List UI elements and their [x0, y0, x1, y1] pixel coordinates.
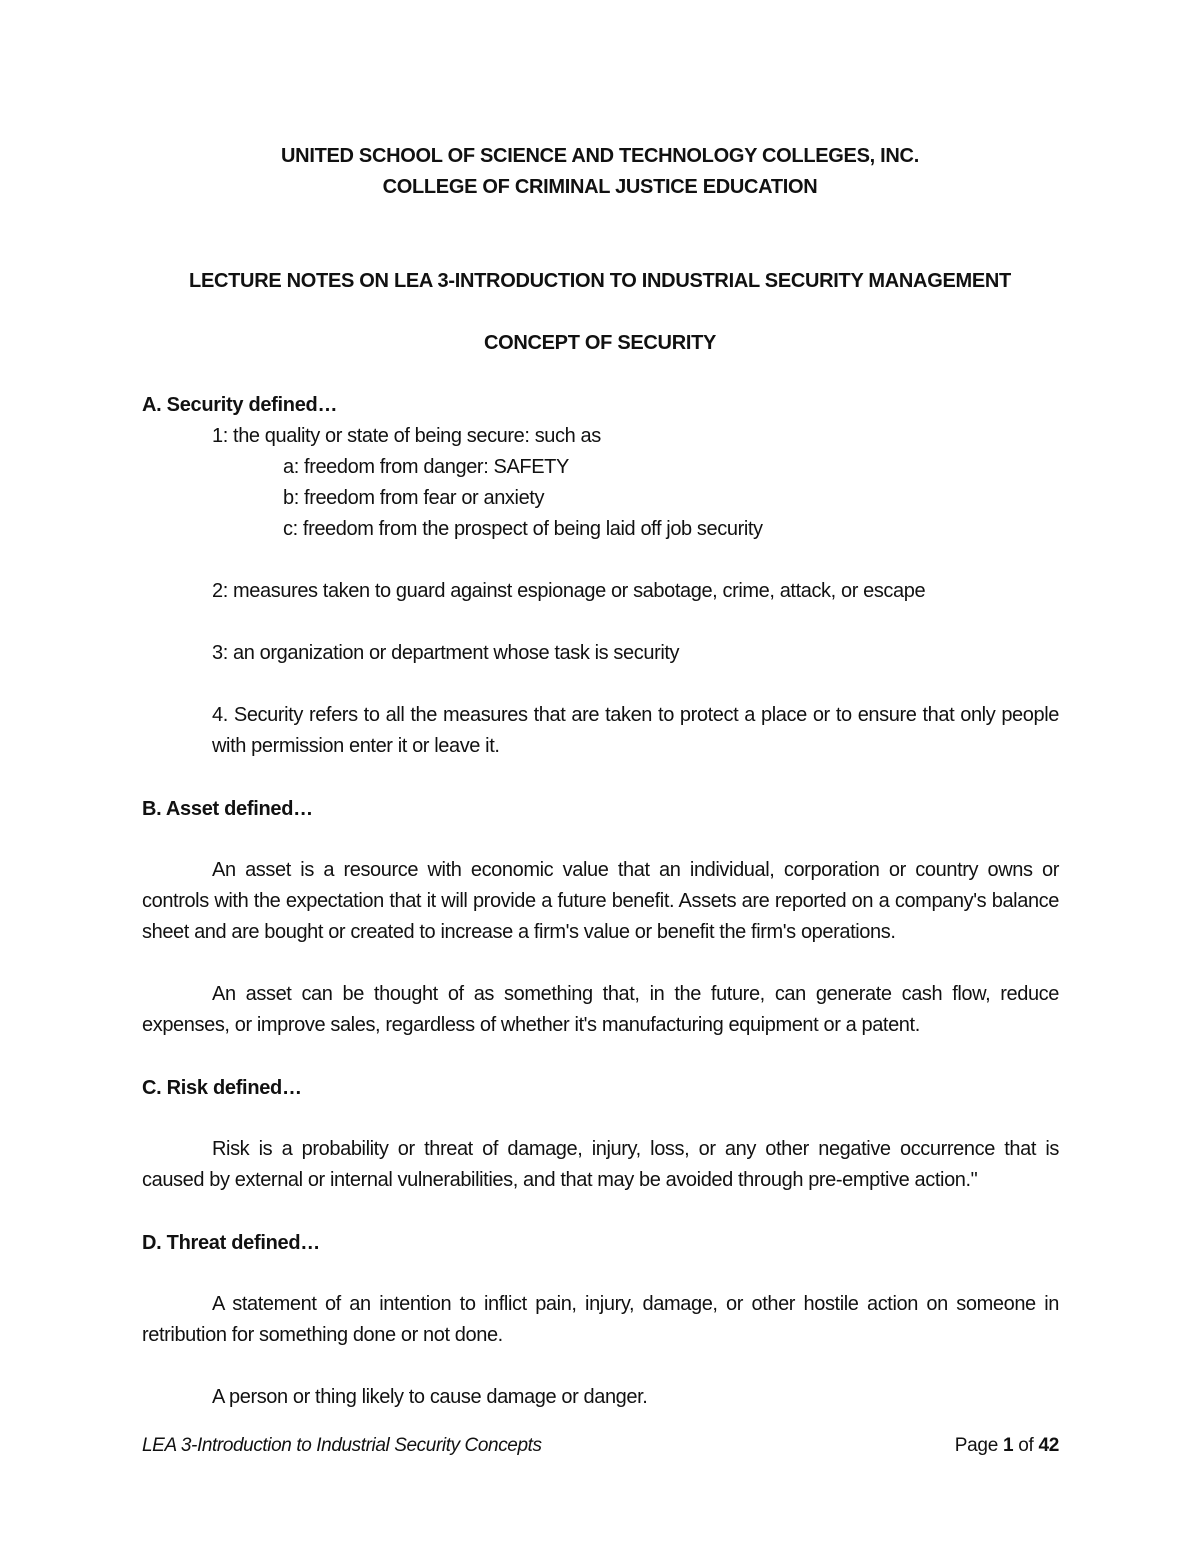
- risk-heading: C. Risk defined…: [142, 1077, 302, 1099]
- security-item-4: 4. Security refers to all the measures that are taken to protect a place or to ensure that only people with permission enter it or leave it.: [212, 704, 1059, 757]
- security-item-2: 2: measures taken to guard against espionage or sabotage, crime, attack, or escape: [212, 580, 926, 602]
- section-title: CONCEPT OF SECURITY: [483, 332, 717, 354]
- page-total: 42: [1038, 1435, 1059, 1456]
- threat-heading: D. Threat defined…: [142, 1232, 320, 1254]
- footer-course-title: LEA 3-Introduction to Industrial Security Concepts: [142, 1435, 542, 1456]
- page-label: Page: [954, 1435, 998, 1456]
- asset-paragraph-2: [142, 979, 1059, 1041]
- security-item-1c: c: freedom from the prospect of being laid off job security: [283, 518, 763, 540]
- page-current: 1: [1002, 1435, 1014, 1456]
- asset-paragraph-2-text: An asset can be thought of as something that, in the future, can generate cash flow, reduce expenses, or improve sales, regardless of whether it's manufacturing equipment or a patent.: [142, 983, 1059, 1036]
- asset-heading: B. Asset defined…: [142, 798, 313, 820]
- threat-paragraph-1-text: A statement of an intention to inflict pain, injury, damage, or other hostile action on someone in retribution for something done or not done.: [142, 1293, 1059, 1346]
- institution-name: UNITED SCHOOL OF SCIENCE AND TECHNOLOGY COLLEGES, INC.: [281, 145, 919, 167]
- risk-paragraph-1: [142, 1134, 1059, 1196]
- footer-page-number: [955, 1435, 1059, 1457]
- security-item-1b: b: freedom from fear or anxiety: [283, 487, 545, 509]
- asset-paragraph-1: [142, 855, 1059, 948]
- threat-paragraph-1: [142, 1289, 1059, 1351]
- threat-paragraph-2-text: A person or thing likely to cause damage or danger.: [212, 1386, 648, 1408]
- lecture-title: LECTURE NOTES ON LEA 3-INTRODUCTION TO INDUSTRIAL SECURITY MANAGEMENT: [189, 270, 1011, 292]
- threat-paragraph-2: [142, 1382, 1059, 1413]
- security-heading: A. Security defined…: [142, 394, 338, 416]
- asset-paragraph-1-text: An asset is a resource with economic value that an individual, corporation or country owns or controls with the expectation that it will provide a future benefit. Assets are reported on a company's balance sheet and are bought or created to increase a firm's value or benefit the firm's operations.: [142, 859, 1059, 943]
- security-item-3: 3: an organization or department whose task is security: [212, 642, 680, 664]
- security-item-1: 1: the quality or state of being secure: such as: [212, 425, 601, 447]
- of-label: of: [1018, 1435, 1034, 1456]
- college-name: COLLEGE OF CRIMINAL JUSTICE EDUCATION: [382, 176, 818, 198]
- security-item-1a: a: freedom from danger: SAFETY: [283, 456, 569, 478]
- risk-paragraph-1-text: Risk is a probability or threat of damage, injury, loss, or any other negative occurrence that is caused by external or internal vulnerabilities, and that may be avoided through pre-emptive action.": [142, 1138, 1059, 1191]
